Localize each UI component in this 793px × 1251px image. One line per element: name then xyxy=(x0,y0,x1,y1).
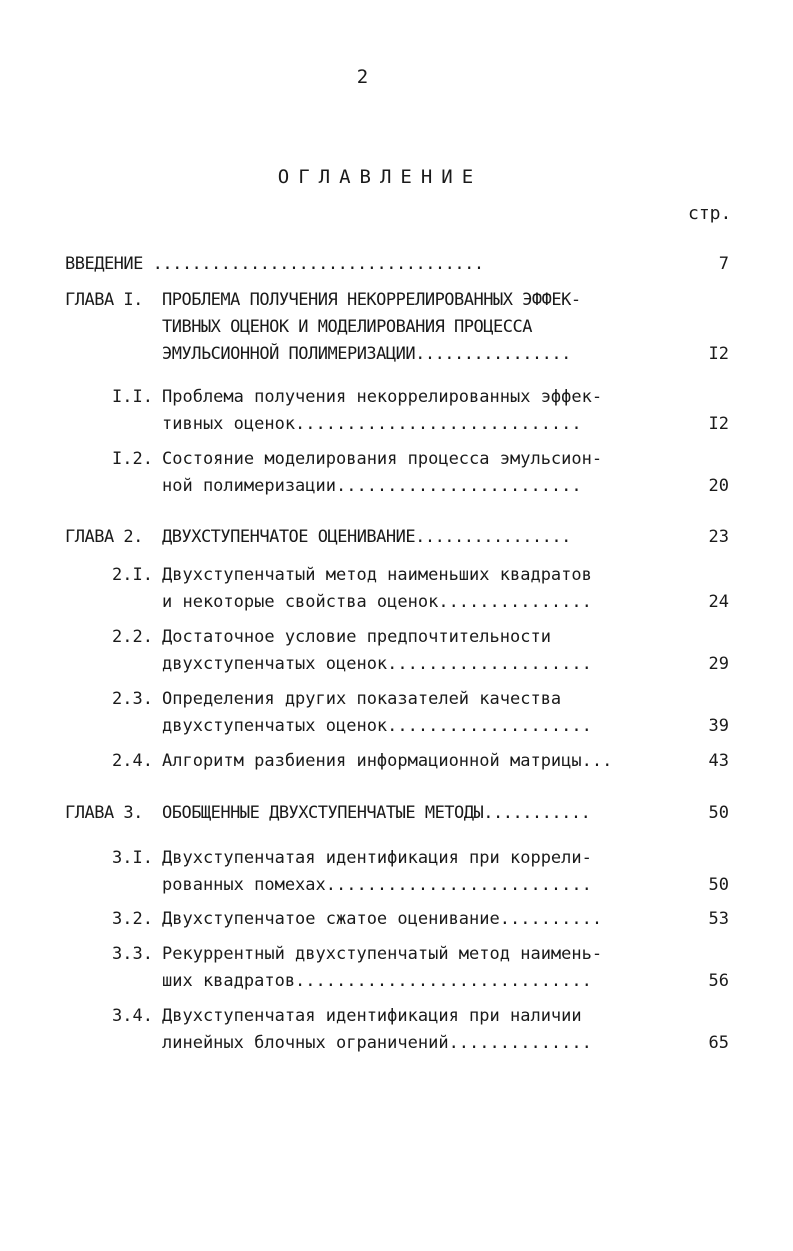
entry-title-line: ших квадратов............................. xyxy=(162,971,592,991)
toc-entry-chapter-2 xyxy=(65,524,737,551)
toc-entry-section-3-2 xyxy=(65,906,737,933)
toc-entry-section-1-2 xyxy=(65,446,737,500)
entry-number: 3.2. xyxy=(112,909,153,929)
entry-page-number: 56 xyxy=(708,971,729,991)
entry-number: 3.4. xyxy=(112,1006,153,1026)
entry-page-number: 50 xyxy=(708,875,729,895)
entry-title-line: и некоторые свойства оценок............... xyxy=(162,592,592,612)
entry-number: ГЛАВА 2. xyxy=(65,527,143,547)
entry-number: 3.I. xyxy=(112,848,153,868)
entry-title-line: тивных оценок............................ xyxy=(162,414,582,434)
toc-entry-section-2-2 xyxy=(65,624,737,678)
entry-number: ГЛАВА I. xyxy=(65,290,143,310)
toc-heading: ОГЛАВЛЕНИЕ xyxy=(277,166,483,188)
entry-number: 3.3. xyxy=(112,944,153,964)
entry-title-line: ТИВНЫХ ОЦЕНОК И МОДЕЛИРОВАНИЯ ПРОЦЕССА xyxy=(162,317,532,337)
toc-entry-section-3-3 xyxy=(65,941,737,995)
entry-title-line: Алгоритм разбиения информационной матрицы... xyxy=(162,751,613,771)
entry-page-number: 39 xyxy=(708,716,729,736)
entry-title-line: рованных помехах.......................... xyxy=(162,875,592,895)
entry-number: 2.2. xyxy=(112,627,153,647)
entry-number: 2.3. xyxy=(112,689,153,709)
entry-title-line: ПРОБЛЕМА ПОЛУЧЕНИЯ НЕКОРРЕЛИРОВАННЫХ ЭФФЕК- xyxy=(162,290,581,310)
entry-number: I.2. xyxy=(112,449,153,469)
entry-title-line: ной полимеризации........................ xyxy=(162,476,582,496)
toc-entry-introduction xyxy=(65,251,737,278)
entry-page-number: 43 xyxy=(708,751,729,771)
entry-title-line: Двухступенчатый метод наименьших квадратов xyxy=(162,565,592,585)
entry-title-line: Двухступенчатая идентификация при наличии xyxy=(162,1006,582,1026)
entry-page-number: 29 xyxy=(708,654,729,674)
entry-title-line: ВВЕДЕНИЕ .................................. xyxy=(65,254,484,274)
entry-page-number: 53 xyxy=(708,909,729,929)
entry-number: I.I. xyxy=(112,387,153,407)
toc-entry-section-2-3 xyxy=(65,686,737,740)
entry-number: 2.4. xyxy=(112,751,153,771)
toc-entry-chapter-3 xyxy=(65,800,737,827)
toc-entry-section-2-4 xyxy=(65,748,737,775)
entry-title-line: линейных блочных ограничений.............. xyxy=(162,1033,592,1053)
toc-entry-section-3-4 xyxy=(65,1003,737,1057)
entry-title-line: ОБОБЩЕННЫЕ ДВУХСТУПЕНЧАТЫЕ МЕТОДЫ........... xyxy=(162,803,591,823)
toc-entry-section-1-1 xyxy=(65,384,737,438)
entry-title-line: Двухступенчатое сжатое оценивание.......... xyxy=(162,909,603,929)
page-column-label: стр. xyxy=(688,203,732,224)
entry-title-line: Двухступенчатая идентификация при коррели- xyxy=(162,848,592,868)
entry-title-line: Состояние моделирования процесса эмульсион- xyxy=(162,449,603,469)
entry-page-number: 7 xyxy=(718,254,729,274)
entry-title-line: двухступенчатых оценок.................... xyxy=(162,654,592,674)
toc-entry-section-3-1 xyxy=(65,845,737,899)
entry-page-number: I2 xyxy=(708,344,729,364)
entry-page-number: 24 xyxy=(708,592,729,612)
entry-number: ГЛАВА 3. xyxy=(65,803,143,823)
entry-title-line: Проблема получения некоррелированных эффек- xyxy=(162,387,603,407)
entry-page-number: 23 xyxy=(708,527,729,547)
entry-page-number: I2 xyxy=(708,414,729,434)
entry-title-line: Рекуррентный двухступенчатый метод наимень- xyxy=(162,944,603,964)
entry-page-number: 50 xyxy=(708,803,729,823)
entry-title-line: ЭМУЛЬСИОННОЙ ПОЛИМЕРИЗАЦИИ................ xyxy=(162,344,571,364)
entry-page-number: 65 xyxy=(708,1033,729,1053)
toc-entry-chapter-1 xyxy=(65,287,737,368)
entry-page-number: 20 xyxy=(708,476,729,496)
entry-title-line: Достаточное условие предпочтительности xyxy=(162,627,551,647)
toc-entry-section-2-1 xyxy=(65,562,737,616)
entry-title-line: двухступенчатых оценок.................... xyxy=(162,716,592,736)
entry-title-line: ДВУХСТУПЕНЧАТОЕ ОЦЕНИВАНИЕ................ xyxy=(162,527,571,547)
page-number: 2 xyxy=(356,66,369,88)
entry-title-line: Определения других показателей качества xyxy=(162,689,562,709)
entry-number: 2.I. xyxy=(112,565,153,585)
